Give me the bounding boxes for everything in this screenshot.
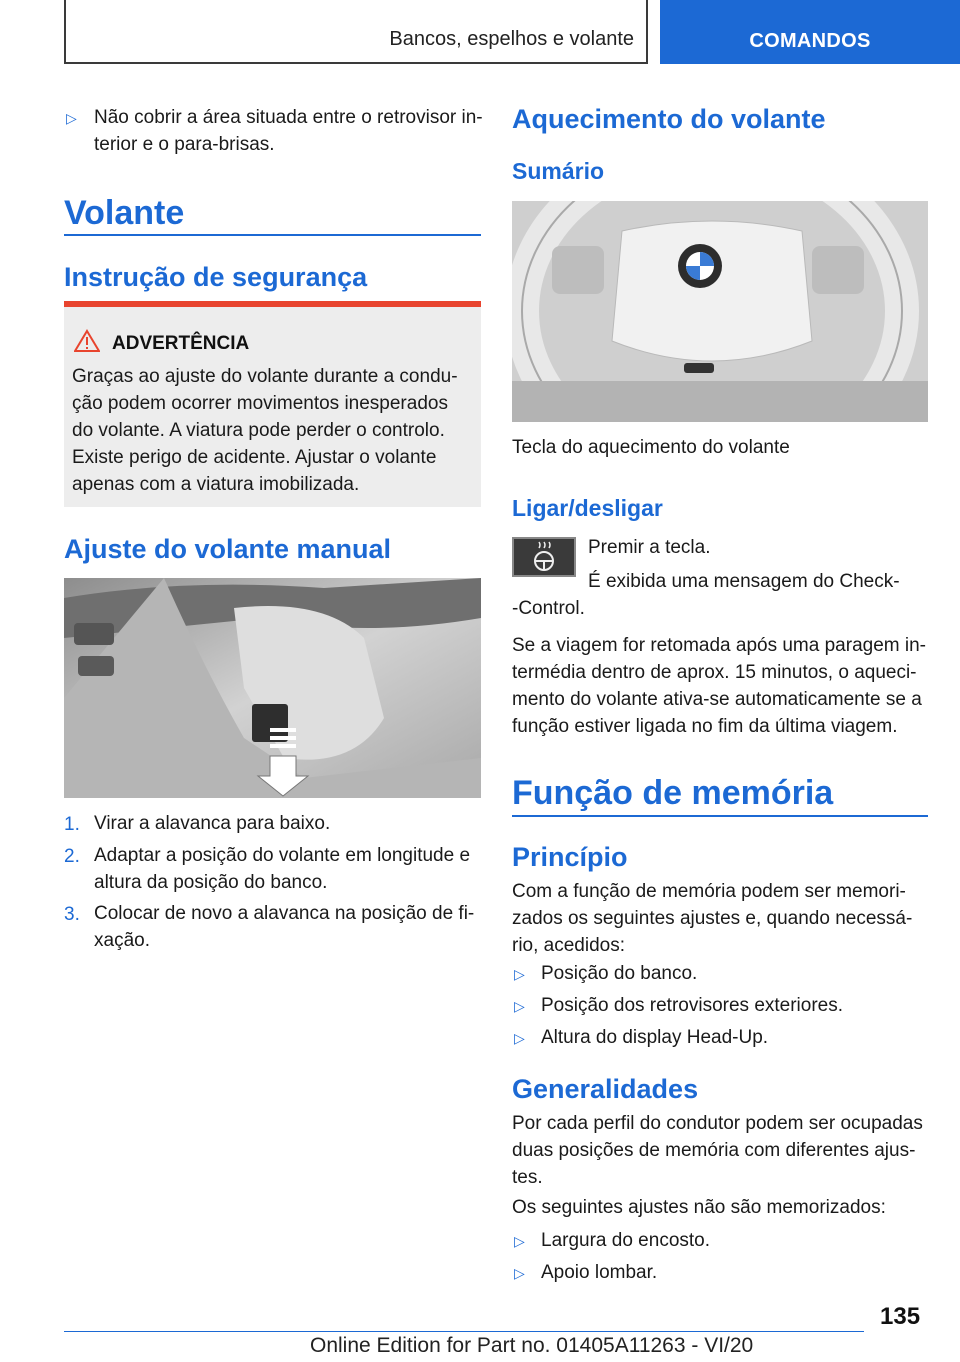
principio-text: Com a função de memória podem ser memori- zados os seguintes ajustes e, quando necessá- rio, acedidos: — [512, 881, 913, 956]
generalidades-text-2: Os seguintes ajustes não são memorizados: — [512, 1197, 886, 1218]
step-number: 1. — [64, 814, 80, 835]
step-text: Virar a alavanca para baixo. — [94, 813, 331, 834]
heading-generalidades: Generalidades — [512, 1074, 699, 1104]
heading-memoria: Função de memória — [512, 774, 834, 812]
steering-wheel-photo — [512, 201, 928, 422]
list-item: Largura do encosto. — [541, 1230, 711, 1251]
section-title: Bancos, espelhos e volante — [389, 28, 634, 50]
photo-caption: Tecla do aquecimento do volante — [512, 437, 790, 458]
list-item: Apoio lombar. — [541, 1262, 658, 1283]
message-text: É exibida uma mensagem do Check- -Control. — [512, 571, 900, 619]
bullet-triangle-icon: ▷ — [514, 1233, 525, 1249]
heading-volante: Volante — [64, 194, 185, 232]
footer-rule — [64, 1331, 864, 1332]
list-item: Posição do banco. — [541, 963, 698, 984]
list-item: Altura do display Head-Up. — [541, 1027, 769, 1048]
step-number: 3. — [64, 904, 80, 925]
chapter-title: COMANDOS — [749, 30, 871, 52]
step-text: Adaptar a posição do volante em longitude e altura da posição do banco. — [94, 845, 471, 893]
heading-seguranca: Instrução de segurança — [64, 262, 368, 292]
bullet-triangle-icon: ▷ — [66, 110, 77, 126]
heading-principio: Princípio — [512, 842, 628, 872]
heading-aquecimento: Aquecimento do volante — [512, 104, 826, 134]
header-section-box — [64, 0, 648, 64]
bullet-triangle-icon: ▷ — [514, 998, 525, 1014]
heading-ajuste: Ajuste do volante manual — [64, 534, 392, 564]
chapter-tab[interactable] — [660, 0, 960, 64]
warning-bar — [64, 301, 481, 307]
heading-ligar: Ligar/desligar — [512, 495, 663, 521]
warning-box — [64, 301, 481, 507]
warning-title: ADVERTÊNCIA — [112, 333, 250, 354]
step-text: Colocar de novo a alavanca na posição de fi- xação. — [94, 903, 475, 951]
press-text: Premir a tecla. — [588, 537, 711, 558]
step-number: 2. — [64, 846, 80, 867]
footer-edition: Online Edition for Part no. 01405A11263 - VI/20 — [310, 1334, 754, 1357]
list-item: Posição dos retrovisores exteriores. — [541, 995, 844, 1016]
resume-paragraph: Se a viagem for retomada após uma paragem in- termédia dentro de aprox. 15 minutos, o aqueci- mento do volante ativa-se automaticamente se a função estiver ligada no fim da última viagem. — [512, 635, 926, 737]
warning-text: Graças ao ajuste do volante durante a condu- ção podem ocorrer movimentos inesperados do volante. A viatura pode perder o controlo. Existe perigo de acidente. Ajustar o volante apenas com a viatura imobilizada. — [72, 366, 458, 495]
generalidades-text: Por cada perfil do condutor podem ser ocupadas duas posições de memória com diferentes ajus- tes. — [512, 1113, 923, 1188]
page-number: 135 — [880, 1303, 921, 1330]
heading-rule — [64, 234, 481, 236]
bullet-triangle-icon: ▷ — [514, 1030, 525, 1046]
bullet-triangle-icon: ▷ — [514, 1265, 525, 1281]
bullet-triangle-icon: ▷ — [514, 966, 525, 982]
heading-sumario: Sumário — [512, 158, 605, 184]
warning-triangle-icon — [74, 329, 100, 353]
steering-lever-photo — [64, 578, 481, 798]
top-bullet-text: Não cobrir a área situada entre o retrovisor in- terior e o para-brisas. — [94, 107, 483, 155]
heading-rule — [512, 815, 928, 817]
